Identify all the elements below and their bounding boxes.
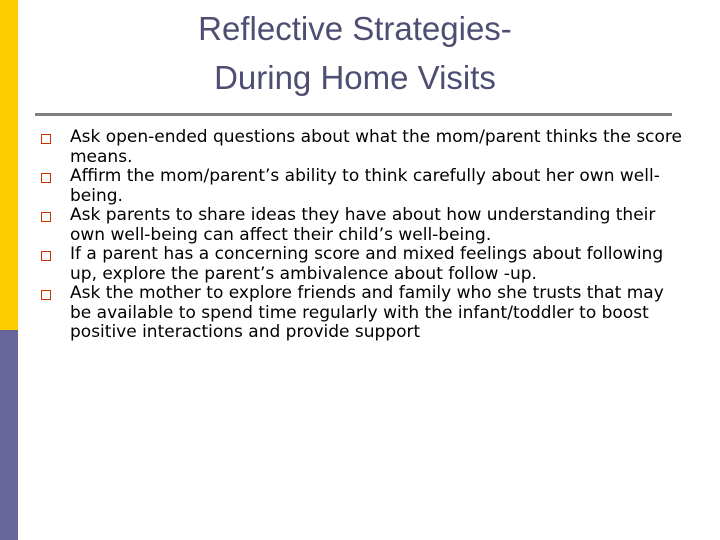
title-line-2: During Home Visits [214, 59, 496, 96]
bullet-text: Ask open-ended questions about what the mom/parent thinks the score means. [70, 127, 682, 167]
bullet-text: Ask parents to share ideas they have about how understanding their own well-being can affect their child’s well-being. [70, 205, 656, 245]
bullet-item [38, 167, 688, 206]
bullet-text: Ask the mother to explore friends and family who she trusts that may be available to spend time regularly with the infant/toddler to boost positive interactions and provide support [70, 283, 664, 342]
bullet-text: Affirm the mom/parent’s ability to think carefully about her own well-being. [70, 166, 660, 206]
slide-title [40, 4, 670, 102]
bullet-item [38, 128, 688, 167]
square-bullet-icon [41, 212, 51, 222]
square-bullet-icon [41, 290, 51, 300]
bullet-text: If a parent has a concerning score and mixed feelings about following up, explore the parent’s ambivalence about follow -up. [70, 244, 664, 284]
square-bullet-icon [41, 251, 51, 261]
accent-bar-purple [0, 330, 18, 540]
square-bullet-icon [41, 134, 51, 144]
accent-bar-yellow [0, 0, 18, 330]
title-divider [35, 113, 672, 116]
title-line-1: Reflective Strategies- [198, 10, 512, 47]
bullet-item [38, 245, 688, 284]
bullet-item [38, 206, 688, 245]
bullet-item [38, 284, 688, 343]
square-bullet-icon [41, 173, 51, 183]
bullet-list [38, 128, 688, 343]
